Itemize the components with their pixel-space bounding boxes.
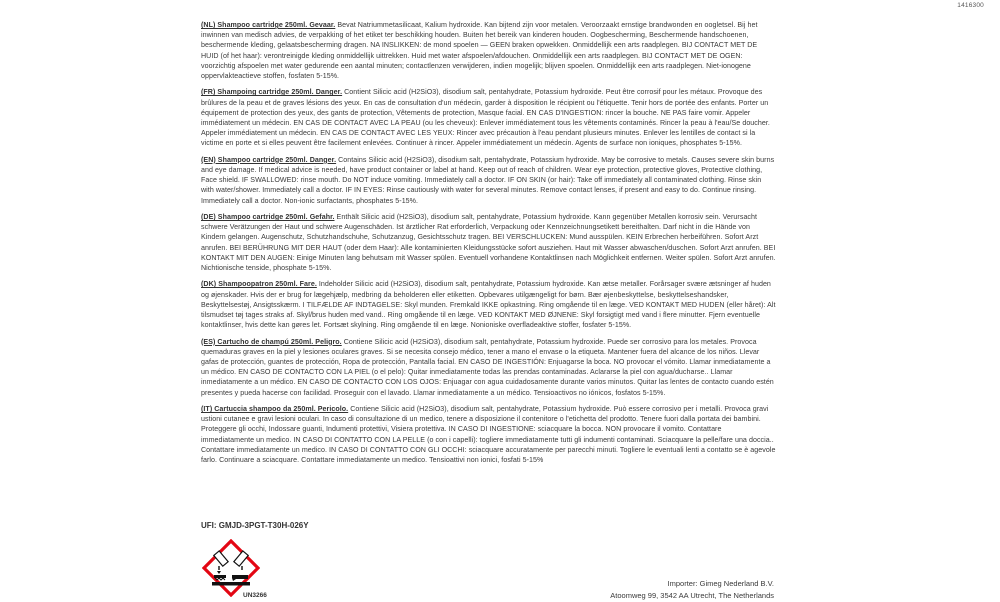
section-heading: (NL) Shampoo cartridge 250ml. Gevaar. — [201, 21, 336, 29]
importer-name: Importer: Gimeg Nederland B.V. — [667, 579, 774, 588]
section-fr — [201, 87, 776, 148]
section-heading: (ES) Cartucho de champú 250ml. Peligro. — [201, 337, 342, 346]
corrosive-pictogram-icon — [202, 539, 260, 597]
section-it — [201, 404, 776, 465]
section-heading: (IT) Cartuccia shampoo da 250ml. Pericolo. — [201, 405, 349, 414]
section-body: Bevat Natriummetasilicaat, Kalium hydroxide. Kan bijtend zijn voor metalen. Veroorzaakt ernstige brandwonden en oogletsel. Bij het inwinnen van medisch advies, de verpakking of het etiket ter beschikking houden. Buiten het bereik van kinderen houden. Oogbescherming, Beschermende handschoenen, beschermende kleding, gelaatsbescherming dragen. NA INSLIKKEN: de mond spoelen — GEEN braken opwekken. Onmiddellijk een arts raadplegen. BIJ CONTACT MET DE HUID (of het haar): verontreinigde kleding onmiddellijk uittrekken. Huid met water afspoelen/afdouchen. Onmiddellijk een arts raadplegen. BIJ CONTACT MET DE OGEN: voorzichtig afspoelen met water gedurende een aantal minuten; contactlenzen verwijderen, indien mogelijk; blijven spoelen. Onmiddellijk een arts raadplegen. Niet-ionogene oppervlakteactieve stoffen, fosfaten 5-15%. — [201, 21, 758, 81]
section-heading: (EN) Shampoo cartridge 250ml. Danger. — [201, 155, 337, 164]
section-en — [201, 155, 776, 206]
section-body: Contains Silicic acid (H2SiO3), disodium salt, pentahydrate, Potassium hydroxide. May be corrosive to metals. Causes severe skin burns and eye damage. If medical advice is needed, have product container or label at hand. Keep out of reach of children. Wear eye protection, protective gloves, Protective clothing, Face shield. IF SWALLOWED: rinse mouth. Do NOT induce vomiting. Immediately call a doctor. IF ON SKIN (or hair): Take off immediately all contaminated clothing. Rinse skin with water/shower. Immediately call a doctor. IF IN EYES: Rinse cautiously with water for several minutes. Remove contact lenses, if present and easy to do. Continue rinsing. Immediately call a doctor. Non-ionic surfactants, phosphates 5-15%. — [201, 155, 775, 205]
section-dk — [201, 279, 776, 330]
section-nl — [201, 20, 776, 81]
importer-address: Atoomweg 99, 3542 AA Utrecht, The Netherlands — [610, 591, 774, 600]
section-body: Contiene Silicic acid (H2SiO3), disodium salt, pentahydrate, Potassium hydroxide. Puede ser corrosivo para los metales. Provoca quemaduras graves en la piel y lesiones oculares graves. Si se necesita consejo médico, tener a mano el envase o la etiqueta. Mantener fuera del alcance de los niños. Llevar gafas de protección, guantes de protección, Ropa de protección, Pantalla facial. EN CASO DE INGESTIÓN: Enjuagarse la boca. NO provocar el vómito. Llamar inmediatamente a un médico. EN CASO DE CONTACTO CON LA PIEL (o el pelo): Quitar inmediatamente todas las prendas contaminadas. Aclararse la piel con agua/ducharse.. Llamar inmediatamente a un médico. EN CASO DE CONTACTO CON LOS OJOS: Enjuagar con agua cuidadosamente durante varios minutos. Quitar las lentes de contacto cuando estén presentes y pueda hacerse con facilidad. Proseguir con el lavado. Llamar inmediatamente a un médico. Tensioactivos no iónicos, fosfatos 5-15%. — [201, 337, 774, 397]
section-de — [201, 212, 776, 273]
un-number: UN3266 — [243, 592, 267, 599]
section-heading: (DK) Shampoopatron 250ml. Fare. — [201, 280, 317, 289]
label-text-block — [201, 20, 776, 471]
importer-block — [610, 578, 774, 602]
section-heading: (DE) Shampoo cartridge 250ml. Gefahr. — [201, 213, 335, 222]
ufi-code: UFI: GMJD-3PGT-T30H-026Y — [201, 521, 309, 530]
section-body: Enthält Silicic acid (H2SiO3), disodium salt, pentahydrate, Potassium hydroxide. Kann gegenüber Metallen korrosiv sein. Verursacht schwere Verätzungen der Haut und schwere Augenschäden. Ist ärztlicher Rat erforderlich, Verpackung oder Kennzeichnungsetikett bereithalten. Darf nicht in die Hände von Kindern gelangen. Augenschutz, Schutzhandschuhe, Schutzanzug, Gesichtsschutz tragen. BEI VERSCHLUCKEN: Mund ausspülen. KEIN Erbrechen herbeiführen. Sofort Arzt anrufen. BEI BERÜHRUNG MIT DER HAUT (oder dem Haar): Alle kontaminierten Kleidungsstücke sofort ausziehen. Haut mit Wasser abwaschen/duschen. Sofort Arzt anrufen. BEI KONTAKT MIT DEN AUGEN: Einige Minuten lang behutsam mit Wasser spülen. Eventuell vorhandene Kontaktlinsen nach Möglichkeit entfernen. Weiter spülen. Sofort Arzt anrufen. Nichtionische tenside, phosphate 5-15%. — [201, 213, 776, 273]
section-body: Indeholder Silicic acid (H2SiO3), disodium salt, pentahydrate, Potassium hydroxide. Kan ætse metaller. Forårsager svære ætsninger af huden og øjenskader. Hvis der er brug for lægehjælp, medbring da beholderen eller etiketten. Opbevares utilgængeligt for børn. Bær øjenbeskyttelse, beskyttelseshandsker, Beskyttelsestøj, Ansigtsskærm. I TILFÆLDE AF INDTAGELSE: Skyl munden. Fremkald IKKE opkastning. Ring omgående til en læge. VED KONTAKT MED HUDEN (eller håret): Alt tilsmudset tøj tages straks af. Skyl/brus huden med vand.. Ring omgående til en læge. VED KONTAKT MED ØJNENE: Skyl forsigtigt med vand i flere minutter. Fjern eventuelle kontaktlinser, hvis dette kan gøres let. Fortsæt skylning. Ring omgående til en læge. Nonioniske overfladeaktive stoffer, fosfater 5-15%. — [201, 280, 776, 330]
section-body: Contient Silicic acid (H2SiO3), disodium salt, pentahydrate, Potassium hydroxide. Peut être corrosif pour les métaux. Provoque des brûlures de la peau et de graves lésions des yeux. En cas de consultation d'un médecin, garder à disposition le récipient ou l'étiquette. Tenir hors de portée des enfants. Porter un équipement de protection des yeux, des gants de protection, Vêtements de protection, Masque facial. EN CAS D'INGESTION: rincer la bouche. NE PAS faire vomir. Appeler immédiatement un médecin. EN CAS DE CONTACT AVEC LA PEAU (ou les cheveux): Enlever immédiatement tous les vêtements contaminés. Rincer la peau à l'eau/Se doucher. Appeler immédiatement un médecin. EN CAS DE CONTACT AVEC LES YEUX: Rincer avec précaution à l'eau pendant plusieurs minutes. Enlever les lentilles de contact si la victime en porte et si elles peuvent être facilement enlevées. Continuer à rincer. Appeler immédiatement un médecin. Agents de surface non ioniques, phosphates 5-15%. — [201, 88, 770, 148]
section-body: Contiene Silicic acid (H2SiO3), disodium salt, pentahydrate, Potassium hydroxide. Può essere corrosivo per i metalli. Provoca gravi ustioni cutanee e gravi lesioni oculari. In caso di consultazione di un medico, tenere a disposizione il contenitore o l'etichetta del prodotto. Tenere fuori dalla portata dei bambini. Proteggere gli occhi, Indossare guanti, Indumenti protettivi, Visiera protettiva. IN CASO DI INGESTIONE: sciacquare la bocca. NON provocare il vomito. Contattare immediatamente un medico. IN CASO DI CONTATTO CON LA PELLE (o con i capelli): togliere immediatamente tutti gli indumenti contaminati. Sciacquare la pelle/fare una doccia.. Contattare immediatamente un medico. IN CASO DI CONTATTO CON GLI OCCHI: sciacquare accuratamente per parecchi minuti. Togliere le eventuali lenti a contatto se è agevole farlo. Continuare a sciacquare. Contattare immediatamente un medico. Tensioattivi non ionici, fosfati 5-15% — [201, 405, 776, 465]
section-es — [201, 337, 776, 398]
document-id: 1416300 — [957, 2, 984, 9]
section-heading: (FR) Shampoing cartridge 250ml. Danger. — [201, 88, 343, 97]
